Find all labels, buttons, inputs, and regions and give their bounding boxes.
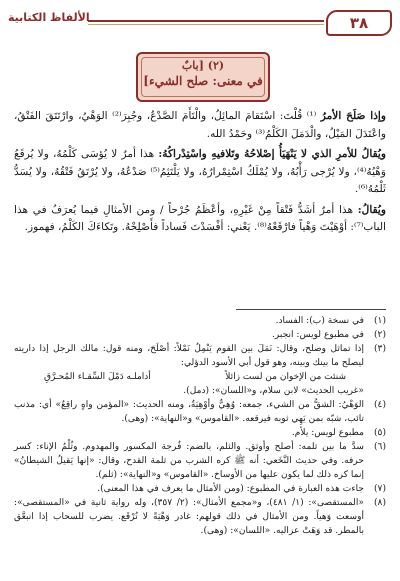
paragraph xyxy=(14,202,386,237)
footnote-text: سدَّ ما بين ثلمه: أصلح وأوثق. والثلم، بالضم: فُرجة المكسور والمهدوم. وثُلْمُ الإناء: كسر حرفه. وفي حديث النَّخَعي: أنه ﷺ كره الشرب من ثلمة القدح، وقال: «إنها يَقيلُ الشيطانُ» إنما كره ذلك لما يكون عليها من الأوساخ. «القاموس» و«النهاية»: (ثلم). xyxy=(14,442,364,480)
footnote-text: في مطبوع لويس: انجبر. xyxy=(271,330,364,340)
footnote xyxy=(14,314,386,328)
footnote-number xyxy=(364,384,386,398)
page-number: ٣٨ xyxy=(349,14,369,32)
chapter-number: (٢) [بابٌ xyxy=(181,59,225,72)
paragraph-text: ⁽¹⁾ قُلْتَ: اسْتَقامَ المائِلُ، والْتَأَمَ الصَّدْعُ، وجُبِرَ⁽²⁾ الوَهْيُ، وارْتَتَقَ الفَتْقُ، واعْتَدَلَ المَيْلُ، والْدَمَلَ الكَلْمُ⁽³⁾ وحَمْدُ الله. xyxy=(14,110,386,140)
main-text xyxy=(14,108,386,240)
footnote-number: (٥) xyxy=(373,428,386,438)
header-rule xyxy=(88,20,324,22)
footnote-text: الوَهْيُ: الشقُّ من الشيء، جمعه: وُهِيٌّ وأوْهِيَةٌ، ومنه الحديث: «المؤمن واهٍ راقِعٌ» أي: مذنب تائب، شبّه بمن يَهِي ثوبه فيرقعه. «القاموس» و«النهاية»: (وهى). xyxy=(14,400,364,424)
footnote xyxy=(14,482,386,496)
footnote xyxy=(14,384,386,398)
footnote-number: (٣) xyxy=(373,344,386,354)
paragraph-text: هذا أمرٌ لا يُؤسَى كَلْمُهُ، ولا يُرقَعُ وَهْيُهُ⁽⁴⁾، ولا يُرْجى رَأْبُهُ، ولا يُمْلَكُ اسْتِمْرارُهُ، ولا يَلْتَئِمُ⁽⁵⁾ صَدْعُهُ، ولا يُرْتَقُ فَتْقُهُ، ولا يُسَدُّ ثَلْمُهُ⁽⁶⁾. xyxy=(14,148,386,195)
footnote-number: (٧) xyxy=(373,484,386,494)
verse-hemistich-first: شنئت من الإخوان من لست زائلاً xyxy=(225,372,346,382)
footnotes xyxy=(14,314,386,538)
footnote xyxy=(14,496,386,538)
footnote xyxy=(14,440,386,482)
footnote-number: (٢) xyxy=(373,330,386,340)
footnote xyxy=(14,426,386,440)
footnote xyxy=(14,398,386,426)
footnote-text: «غريب الحديث» لابن سلام، و«اللسان»: (دمل). xyxy=(183,386,364,396)
paragraph-lead: ويُقالُ للأمرِ الذي لا يَنْهَيَأُ إصْلاحُهُ وتَلافيهِ واسْتِدْراكُهُ: xyxy=(158,148,386,160)
verse-hemistich-second: أداملـه دَمْلَ السِّقـاء المُحـرَّقِ xyxy=(44,372,151,382)
footnote xyxy=(14,328,386,342)
running-title: الألفاظ الكتابية xyxy=(8,11,90,24)
footnote-text: «المستقصى»: (١/ ٤٨١)، و«مجمع الأمثال»: (٢/ ٣٥٧)، وله رواية ثانية في «المستقصى»: أوسعت وَهياً. ومن الأمثال في ذلك قولهم: غادر وَهْيَةً لا تُرْقَع. يضرب للسحاب إذا انبعَّق بالمطر. قد وَهَتْ عزاليه. «اللسان»: (وهى). xyxy=(14,498,364,536)
footnote xyxy=(14,342,386,370)
paragraph-lead: وإذا صَلَحَ الأمرُ xyxy=(320,110,386,122)
paragraph xyxy=(14,146,386,199)
footnote-text: في نسخة (ب): الفساد. xyxy=(275,316,364,326)
paragraph-text: هذا أمرٌ أشَدُّ فَتْقاً مِنْ غَيْرِهِ، وأعْظَمُ جُرْحاً / ومن الأمثالِ فيما يُعرَفُ في هذا الباب⁽⁷⁾: أوْهَيْتَ وَهْياً فارْقَعْهُ⁽⁸⁾. يَعْني: أفْسَدْتَ فَساداً فأَصْلِحْهُ. وتَكاءَكَ الكَلْمُ، فهموز. xyxy=(14,203,386,233)
footnote-number: (٦) xyxy=(373,442,386,452)
chapter-heading xyxy=(136,52,270,102)
header-rule-thin xyxy=(88,24,324,25)
poetry-verse xyxy=(14,370,386,384)
footnote-text: جاءت هذه العبارة في المطبوع: (ومن الأمثال ما يعرف في هذا المعنى). xyxy=(97,484,364,494)
footnote-number: (٤) xyxy=(373,400,386,410)
footnote-number: (٨) xyxy=(373,498,386,508)
chapter-title: في معنى: صلح الشيء] xyxy=(143,74,263,88)
page-number-frame xyxy=(326,10,392,36)
paragraph-lead: ويُقالُ: xyxy=(357,203,386,216)
footnote-text: مطبوع لويس: يلأم. xyxy=(291,428,364,438)
footnote-divider xyxy=(236,309,386,310)
footnote-text: إذا تماثل وصلح، وقال: نَمَلَ بين القوم يَنْمِلُ نَمْلاً: أصْلَحَ، ومنه قول: مالك الرجل إذا داريته ليصلح ما بينك وبينه، وهو قول أبي الأسود الدؤلي: xyxy=(14,344,364,368)
footnote-number: (١) xyxy=(373,316,386,326)
paragraph xyxy=(14,108,386,143)
page-header xyxy=(8,6,392,36)
